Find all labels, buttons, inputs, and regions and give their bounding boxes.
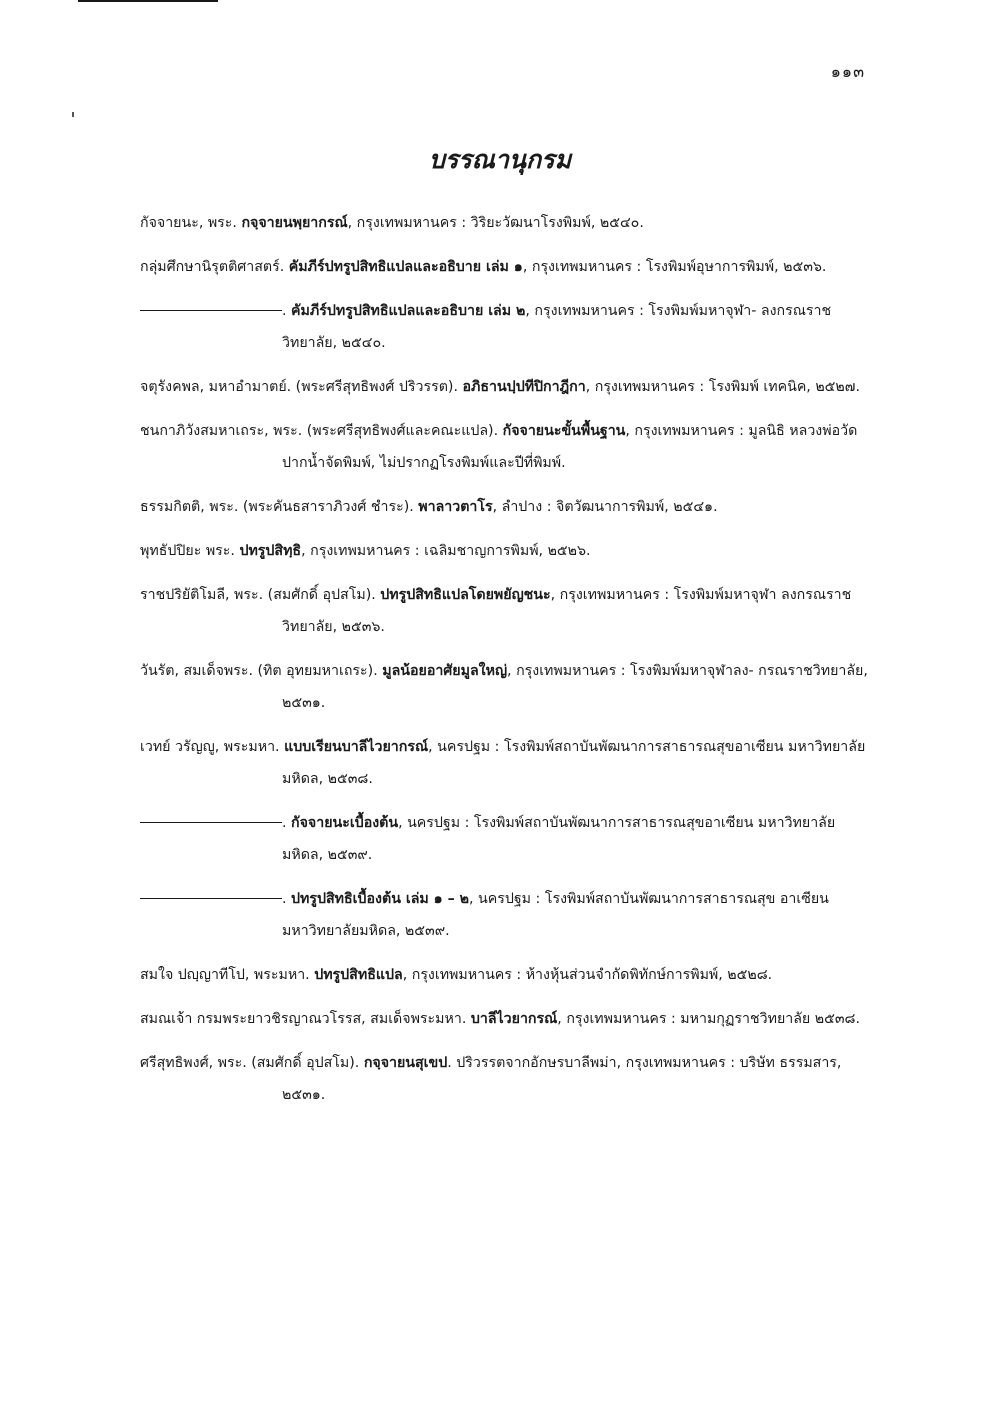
entry-publication: , นครปฐม : โรงพิมพ์สถาบันพัฒนาการสาธารณสุขอาเซียน มหาวิทยาลัยมหิดล, ๒๕๓๙. [282,815,836,863]
repeat-author-line [140,310,282,311]
entry-author: กลุ่มศึกษานิรุตติศาสตร์. [140,259,285,275]
entry-title: คัมภีร์ปทรูปสิทธิแปลและอธิบาย เล่ม ๒ [291,303,526,319]
entry-title: ปทรูปสิทธิเบื้องต้น เล่ม ๑ – ๒ [291,891,470,907]
bibliography-entry [140,731,875,795]
entry-title: กจฺจายนสุเขป [363,1055,448,1071]
bibliography-entry [140,579,875,643]
entry-author: วันรัต, สมเด็จพระ. (ทิต อุทยมหาเถระ). [140,663,378,679]
bibliography-entry [140,415,875,479]
bibliography-entry [140,251,875,283]
entry-title: กัจจายนะเบื้องต้น [291,815,399,831]
entry-title: ปทรูปสิทธิแปล [314,967,403,983]
bibliography-entry [140,491,875,523]
repeat-author-line [140,898,282,899]
bibliography-entry [140,807,875,871]
entry-author: เวทย์ วรัญญู, พระมหา. [140,739,280,755]
entry-title: มูลน้อยอาศัยมูลใหญ่ [382,663,508,679]
entry-publication: , กรุงเทพมหานคร : มูลนิธิ หลวงพ่อวัดปากน้ำจัดพิมพ์, ไม่ปรากฏโรงพิมพ์และปีที่พิมพ์. [282,423,858,471]
repeat-author-line [140,822,282,823]
entry-publication: , นครปฐม : โรงพิมพ์สถาบันพัฒนาการสาธารณสุขอาเซียน มหาวิทยาลัยมหิดล, ๒๕๓๘. [282,739,866,787]
entry-publication: , กรุงเทพมหานคร : โรงพิมพ์มหาจุฬาลง- กรณราชวิทยาลัย, ๒๕๓๑. [282,663,868,711]
entry-publication: , ลำปาง : จิตวัฒนาการพิมพ์, ๒๕๔๑. [492,499,718,515]
entry-publication: , กรุงเทพมหานคร : โรงพิมพ์มหาจุฬา- ลงกรณราชวิทยาลัย, ๒๕๔๐. [282,303,832,351]
entry-title: แบบเรียนบาลีไวยากรณ์ [284,739,429,755]
entry-author: ศรีสุทธิพงศ์, พระ. (สมศักดิ์ อุปสโม). [140,1055,360,1071]
entry-publication: , กรุงเทพมหานคร : โรงพิมพ์ เทคนิค, ๒๕๒๗. [585,379,860,395]
bibliography-entry [140,1003,875,1035]
entry-publication: , กรุงเทพมหานคร : วิริยะวัฒนาโรงพิมพ์, ๒๕๔๐. [347,215,644,231]
entry-author: สมใจ ปญฺญาทีโป, พระมหา. [140,967,310,983]
entry-author: พุทธัปปิยะ พระ. [140,543,235,559]
bibliography-list [140,207,875,1123]
bibliography-entry [140,535,875,567]
entry-publication: . ปริวรรตจากอักษรบาลีพม่า, กรุงเทพมหานคร : บริษัท ธรรมสาร, ๒๕๓๑. [282,1055,842,1103]
bibliography-entry [140,295,875,359]
entry-author: สมณเจ้า กรมพระยาวชิรญาณวโรรส, สมเด็จพระมหา. [140,1011,467,1027]
page-title: บรรณานุกรม [428,145,572,174]
entry-title: กัจจายนะขั้นพื้นฐาน [502,423,626,439]
entry-author: . [282,815,287,831]
bibliography-entry [140,655,875,719]
entry-title: พาลาวตาโร [418,499,493,515]
entry-title: บาลีไวยากรณ์ [470,1011,558,1027]
entry-author: จตุรังคพล, มหาอำมาตย์. (พระศรีสุทธิพงศ์ ปริวรรต). [140,379,458,395]
entry-author: ธรรมกิตติ, พระ. (พระคันธสาราภิวงศ์ ชำระ). [140,499,414,515]
entry-title: คัมภีร์ปทรูปสิทธิแปลและอธิบาย เล่ม ๑ [288,259,523,275]
page-number: ๑๑๓ [830,62,865,81]
bibliography-entry [140,371,875,403]
entry-publication: , กรุงเทพมหานคร : มหามกุฏราชวิทยาลัย ๒๕๓๘. [557,1011,861,1027]
entry-title: ปทรูปสิทฺธิ [239,543,302,559]
entry-publication: , กรุงเทพมหานคร : เฉลิมชาญการพิมพ์, ๒๕๒๖. [301,543,591,559]
scan-speck [72,112,74,117]
entry-author: กัจจายนะ, พระ. [140,215,237,231]
entry-author: ชนกาภิวังสมหาเถระ, พระ. (พระศรีสุทธิพงศ์และคณะแปล). [140,423,499,439]
bibliography-entry [140,207,875,239]
bibliography-entry [140,883,875,947]
entry-publication: , กรุงเทพมหานคร : โรงพิมพ์มหาจุฬา ลงกรณราชวิทยาลัย, ๒๕๓๖. [282,587,852,635]
entry-publication: , นครปฐม : โรงพิมพ์สถาบันพัฒนาการสาธารณสุข อาเซียน มหาวิทยาลัยมหิดล, ๒๕๓๙. [282,891,829,939]
entry-author: . [282,303,287,319]
entry-publication: , กรุงเทพมหานคร : ห้างหุ้นส่วนจำกัดพิทักษ์การพิมพ์, ๒๕๒๘. [402,967,773,983]
entry-author: . [282,891,287,907]
entry-title: อภิธานปฺปทีปิกาฎีกา [462,379,586,395]
bibliography-entry [140,959,875,991]
entry-title: กจฺจายนพฺยากรณ์ [241,215,348,231]
bibliography-entry [140,1047,875,1111]
entry-author: ราชปริยัติโมลี, พระ. (สมศักดิ์ อุปสโม). [140,587,376,603]
entry-publication: , กรุงเทพมหานคร : โรงพิมพ์อุษาการพิมพ์, ๒๕๓๖. [522,259,827,275]
entry-title: ปทรูปสิทธิแปลโดยพยัญชนะ [380,587,551,603]
top-rule [78,0,218,2]
